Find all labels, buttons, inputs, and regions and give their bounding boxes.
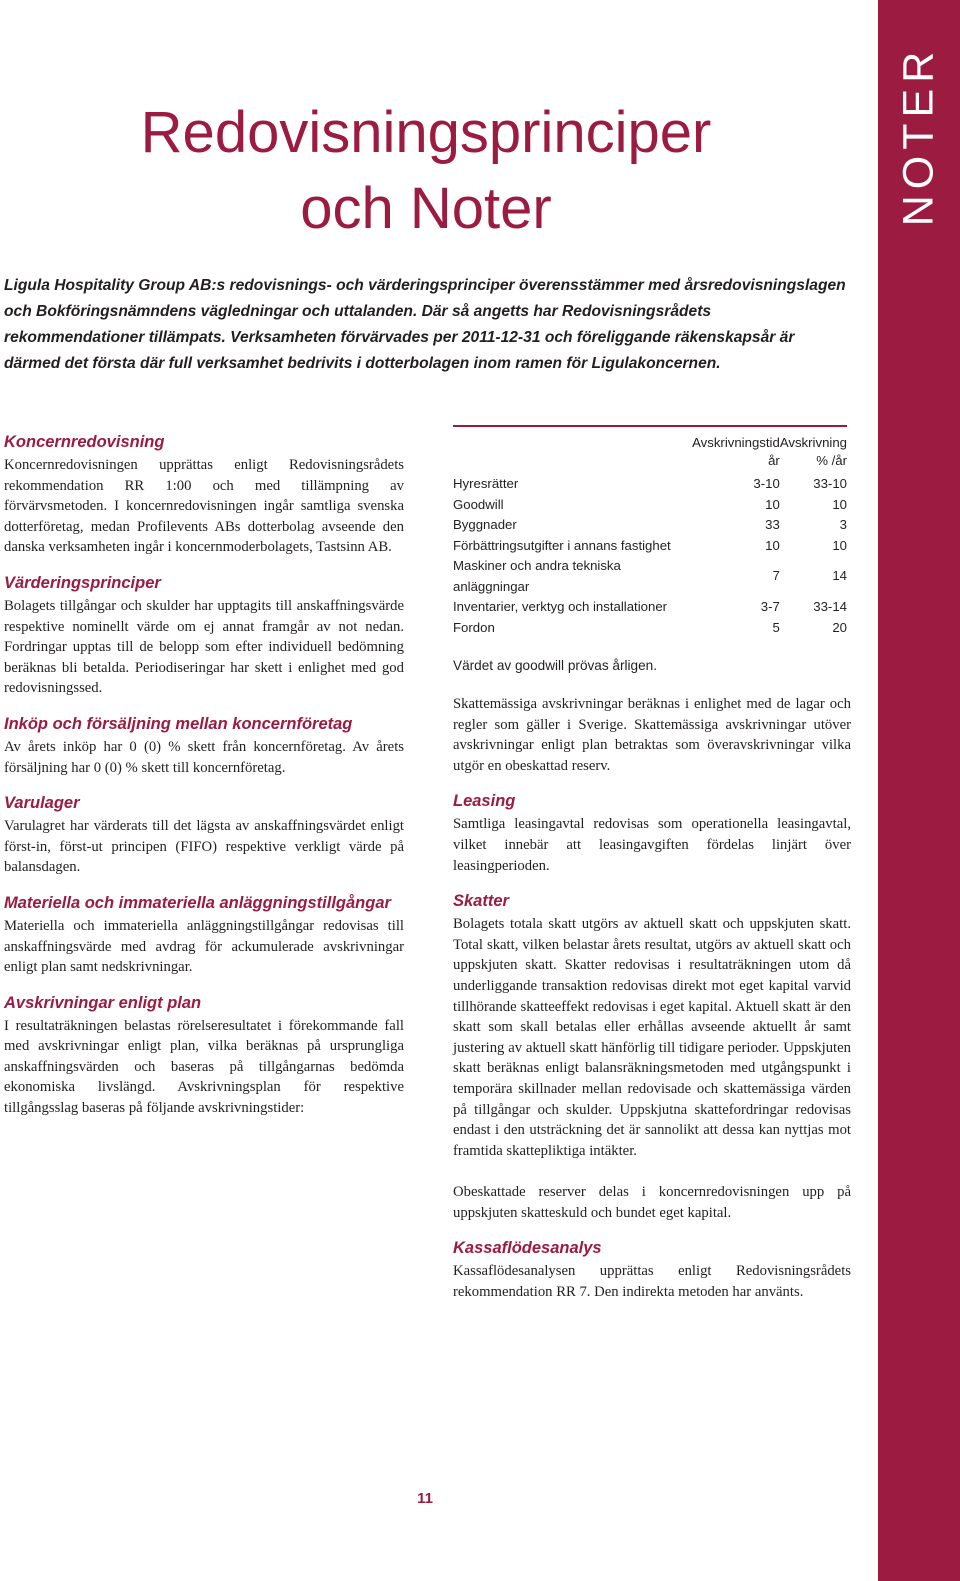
table-cell-percent: 10 — [832, 537, 847, 553]
table-row — [453, 495, 847, 516]
table-cell-years: 5 — [772, 619, 780, 635]
page-number: 11 — [417, 1490, 433, 1507]
table-cell-percent: 3 — [839, 517, 847, 532]
section-label — [878, 0, 960, 250]
right-column — [453, 425, 851, 1318]
section-varderingsprinciper — [4, 573, 404, 699]
table-cell-percent: 33-14 — [813, 599, 847, 614]
section-body: Koncernredovisningen upprättas enligt Redovisningsrådets rekommendation RR 1:00 och med tillämpning av förvärvsmetoden. I koncernredovisningen ingår samtliga svenska dotterföretag, medan Profilevents ABs dotterbolag avseende den danska verksamheten ingår i koncernmoderbolagets, Tastsinn AB. — [4, 457, 404, 556]
section-body: Samtliga leasingavtal redovisas som operationella leasingavtal, vilket innebär att leasingavgiften fördelas linjärt över leasingperioden. — [453, 816, 851, 874]
section-body: Kassaflödesanalysen upprättas enligt Redovisningsrådets rekommendation RR 7. Den indirekta metoden har använts. — [453, 1263, 851, 1301]
section-varulager — [4, 793, 404, 878]
section-body: Bolagets tillgångar och skulder har upptagits till anskaffningsvärde respektive nominellt värde om ej annat framgår av not nedan. Fordringar upptas till de belopp som efter individuell bedömning beräknas bli betalda. Periodiseringar har skett i enlighet med god redovisningssed. — [4, 597, 404, 697]
table-cell-asset: Goodwill — [453, 496, 504, 512]
intro-paragraph: Ligula Hospitality Group AB:s redovisnings- och värderingsprinciper överensstämmer med årsredovisningslagen och Bokföringsnämndens vägledningar och uttalanden. Där så angetts har Redovisningsrådets rekommendationer tillämpats. Verksamheten förvärvades per 2011-12-31 och föreliggande räkenskapsår är därmed det första där full verksamhet bedrivits i dotterbolagen inom ramen för Ligulakoncernen. — [4, 277, 846, 372]
table-cell-asset: Fordon — [453, 619, 495, 635]
section-body: Varulagret har värderats till det lägsta av anskaffningsvärdet enligt först-in, först-ut principen (FIFO) respektive verkligt värde på balansdagen. — [4, 818, 404, 876]
table-header-row — [453, 452, 847, 474]
table-cell-years: 3-7 — [760, 599, 780, 614]
section-body: Bolagets totala skatt utgörs av aktuell skatt och uppskjuten skatt. Total skatt, vilken belastar årets resultat, utgörs av aktuell skatt och uppskjuten skatt. Skatter redovisas i resultaträkningen utom då underliggande transaktion redovisas direkt mot eget kapital varvid tillhörande skatteeffekt redovisas i eget kapital. Aktuell skatt är den skatt som skall betalas eller erhållas avseende aktuellt år samt justering av aktuell skatt hänförlig till tidigare perioder. Uppskjuten skatt beräknas enligt balansräkningsmetoden med utgångspunkt i temporära skillnader mellan redovisade och skattemässiga värden på tillgångar och skulder. Uppskjutna skattefordringar redovisas endast i den utsträckning det är sannolikt att dessa kan nyttjas mot framtida skattepliktiga intäkter. — [453, 916, 851, 1159]
goodwill-note: Värdet av goodwill prövas årligen. — [453, 658, 658, 673]
table-cell-percent: 10 — [832, 496, 847, 512]
section-koncernredovisning — [4, 432, 404, 558]
section-body-secondary: Obeskattade reserver delas i koncernredovisningen upp på uppskjuten skatteskuld och bundet eget kapital. — [453, 1184, 851, 1221]
section-inkop-forsaljning — [4, 714, 404, 778]
table-cell-asset: Förbättringsutgifter i annans fastighet — [453, 537, 671, 553]
table-header-cell: år — [768, 453, 780, 468]
section-heading: Varulager — [4, 794, 80, 813]
table-row — [453, 474, 847, 495]
table-cell-asset: Hyresrätter — [453, 476, 519, 491]
table-header-row — [453, 426, 847, 452]
table-cell-years: 7 — [772, 568, 780, 584]
page-title-line1: Redovisningsprinciper — [140, 100, 712, 165]
table-cell-percent: 33-10 — [813, 476, 847, 491]
section-avskrivningar — [4, 993, 404, 1119]
table-row — [453, 597, 847, 618]
table-header-cell: % /år — [816, 453, 847, 468]
side-band — [878, 0, 960, 1581]
table-row — [453, 618, 847, 639]
depreciation-table — [453, 425, 847, 638]
left-column — [4, 432, 404, 1134]
section-body: Av årets inköp har 0 (0) % skett från koncernföretag. Av årets försäljning har 0 (0) % skett till koncernföretag. — [4, 738, 404, 776]
section-skatter — [453, 891, 851, 1223]
section-body: Materiella och immateriella anläggningstillgångar redovisas till anskaffningsvärde med avdrag för ackumulerade avskrivningar enligt plan samt nedskrivningar. — [4, 917, 404, 976]
table-row — [453, 536, 847, 557]
table-cell-years: 3-10 — [753, 476, 780, 491]
table-header-cell: Avskrivningstid — [692, 435, 780, 450]
table-header-cell — [453, 426, 692, 452]
table-cell-years: 10 — [765, 496, 780, 512]
page-title-line2: och Noter — [300, 176, 552, 241]
table-row — [453, 556, 847, 597]
section-leasing — [453, 791, 851, 876]
table-cell-years: 33 — [765, 517, 780, 532]
table-cell-years: 10 — [765, 537, 780, 553]
tax-depreciation-block — [453, 694, 851, 776]
table-header-cell — [453, 452, 692, 474]
section-heading: Koncernredovisning — [4, 433, 165, 451]
section-heading: Kassaflödesanalys — [453, 1239, 602, 1258]
section-heading: Materiella och immateriella anläggningstillgångar — [4, 893, 391, 912]
table-cell-asset: Maskiner och andra tekniska anläggningar — [453, 558, 621, 594]
table-header-cell: Avskrivning — [779, 435, 847, 450]
section-kassaflodesanalys — [453, 1238, 851, 1302]
section-heading: Värderingsprinciper — [4, 573, 161, 592]
page-title — [0, 95, 852, 247]
table-cell-asset: Byggnader — [453, 517, 517, 532]
table-cell-asset: Inventarier, verktyg och installationer — [453, 599, 668, 614]
section-anlaggningstillgangar — [4, 893, 404, 978]
section-heading: Skatter — [453, 892, 509, 911]
table-cell-percent: 20 — [832, 619, 847, 635]
section-heading: Avskrivningar enligt plan — [4, 993, 202, 1012]
section-body: I resultaträkningen belastas rörelseresultatet i förekommande fall med avskrivningar enligt plan, vilka beräknas på ursprungliga anskaffningsvärden och baseras på tillgångarnas bedömda ekonomiska livslängd. Avskrivningsplan för respektive tillgångsslag baseras på följande avskrivningstider: — [4, 1017, 404, 1117]
table-row — [453, 515, 847, 536]
tax-depreciation-paragraph: Skattemässiga avskrivningar beräknas i enlighet med de lagar och regler som gäller i Sverige. Skattemässiga avskrivningar utöver avskrivningar enligt plan betraktas som överavskrivningar vilka utgör en obeskattad reserv. — [453, 696, 851, 774]
section-heading: Inköp och försäljning mellan koncernföretag — [4, 714, 353, 733]
section-heading: Leasing — [453, 792, 516, 811]
section-label-text: NOTER — [894, 45, 943, 227]
table-cell-percent: 14 — [832, 568, 847, 584]
